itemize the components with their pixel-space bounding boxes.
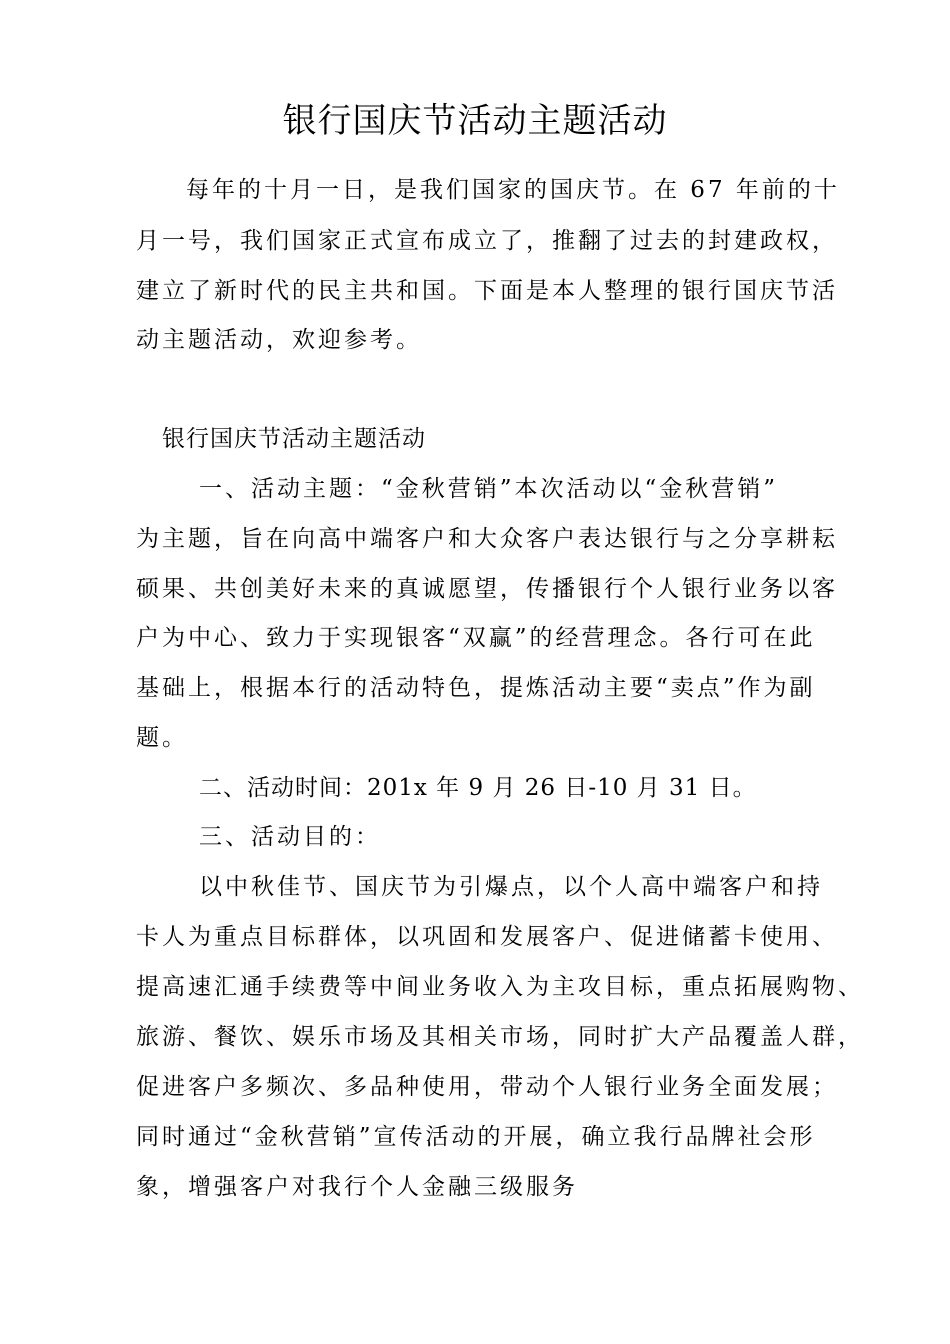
section3-line: 促进客户多频次、多品种使用，带动个人银行业务全面发展； bbox=[136, 1074, 838, 1100]
intro-line: 动主题活动，欢迎参考。 bbox=[136, 327, 422, 353]
section1-line: 基础上，根据本行的活动特色，提炼活动主要“卖点”作为副 bbox=[136, 675, 816, 701]
section3-line: 同时通过“金秋营销”宣传活动的开展，确立我行品牌社会形 bbox=[136, 1124, 816, 1150]
intro-line: 建立了新时代的民主共和国。下面是本人整理的银行国庆节活 bbox=[136, 278, 838, 304]
section1-line: 题。 bbox=[136, 725, 188, 751]
section1-line: 为主题，旨在向高中端客户和大众客户表达银行与之分享耕耘 bbox=[136, 526, 838, 552]
intro-line: 月一号，我们国家正式宣布成立了，推翻了过去的封建政权， bbox=[136, 228, 838, 254]
section1-line: 一、活动主题：“金秋营销”本次活动以“金秋营销” bbox=[199, 476, 779, 502]
section2-line: 二、活动时间：201x 年 9 月 26 日-10 月 31 日。 bbox=[199, 775, 757, 801]
section3-line: 卡人为重点目标群体，以巩固和发展客户、促进储蓄卡使用、 bbox=[136, 924, 838, 950]
section-subtitle: 银行国庆节活动主题活动 bbox=[162, 426, 426, 452]
section1-line: 硕果、共创美好未来的真诚愿望，传播银行个人银行业务以客 bbox=[136, 576, 838, 602]
intro-line: 每年的十月一日，是我们国家的国庆节。在 67 年前的十 bbox=[186, 177, 840, 203]
section3-line: 旅游、餐饮、娱乐市场及其相关市场，同时扩大产品覆盖人群， bbox=[136, 1024, 864, 1050]
section1-line: 户为中心、致力于实现银客“双赢”的经营理念。各行可在此 bbox=[136, 625, 816, 651]
section3-heading: 三、活动目的： bbox=[199, 824, 381, 850]
section3-line: 提高速汇通手续费等中间业务收入为主攻目标，重点拓展购物、 bbox=[136, 974, 864, 1000]
section3-line: 象，增强客户对我行个人金融三级服务 bbox=[136, 1174, 578, 1200]
document-title: 银行国庆节活动主题活动 bbox=[282, 101, 668, 141]
section3-line: 以中秋佳节、国庆节为引爆点，以个人高中端客户和持 bbox=[199, 874, 823, 900]
